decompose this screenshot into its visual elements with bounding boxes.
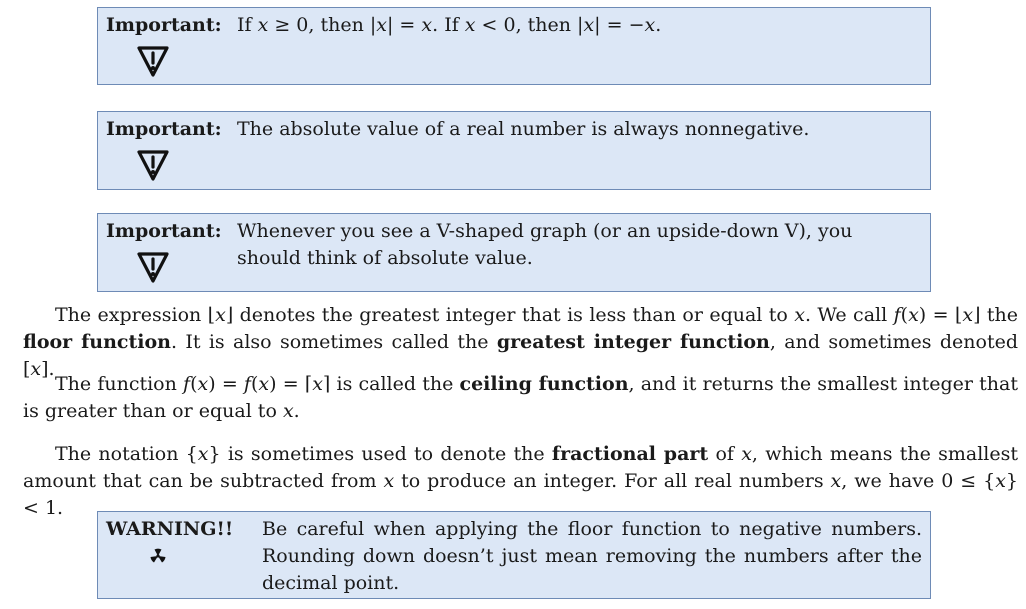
paragraph-fractional-part: The notation {x} is sometimes used to denote the fractional part of x, which means the smallest amount that can be subtracted from x to produce an integer. For all real numbers x, we have 0 ≤ {x} < 1. [23,443,1018,519]
important-box-3 [97,213,931,292]
warning-box [97,511,931,599]
important-text: The absolute value of a real number is always nonnegative. [237,118,810,140]
important-label: Important: [106,220,222,242]
important-icon [136,44,170,78]
radiation-icon [149,546,167,564]
important-box-2 [97,111,931,190]
important-text: Whenever you see a V-shaped graph (or an upside-down V), you should think of absolute value. [237,220,853,269]
warning-label: WARNING!! [106,518,234,540]
important-label: Important: [106,14,222,36]
paragraph-ceiling-function: The function f(x) = f(x) = ⌈x⌉ is called the ceiling function, and it returns the smallest integer that is greater than or equal to x. [23,373,1018,422]
important-label: Important: [106,118,222,140]
important-icon [136,148,170,182]
important-icon [136,250,170,284]
important-text: If x ≥ 0, then |x| = x. If x < 0, then |x| = −x. [237,14,662,36]
warning-text: Be careful when applying the floor function to negative numbers. Rounding down doesn’t just mean removing the numbers after the decimal point. [262,518,922,594]
important-box-1 [97,7,931,85]
paragraph-floor-function: The expression ⌊x⌋ denotes the greatest integer that is less than or equal to x. We call f(x) = ⌊x⌋ the floor function. It is also sometimes called the greatest integer function, and sometimes denoted [x]. [23,304,1018,380]
